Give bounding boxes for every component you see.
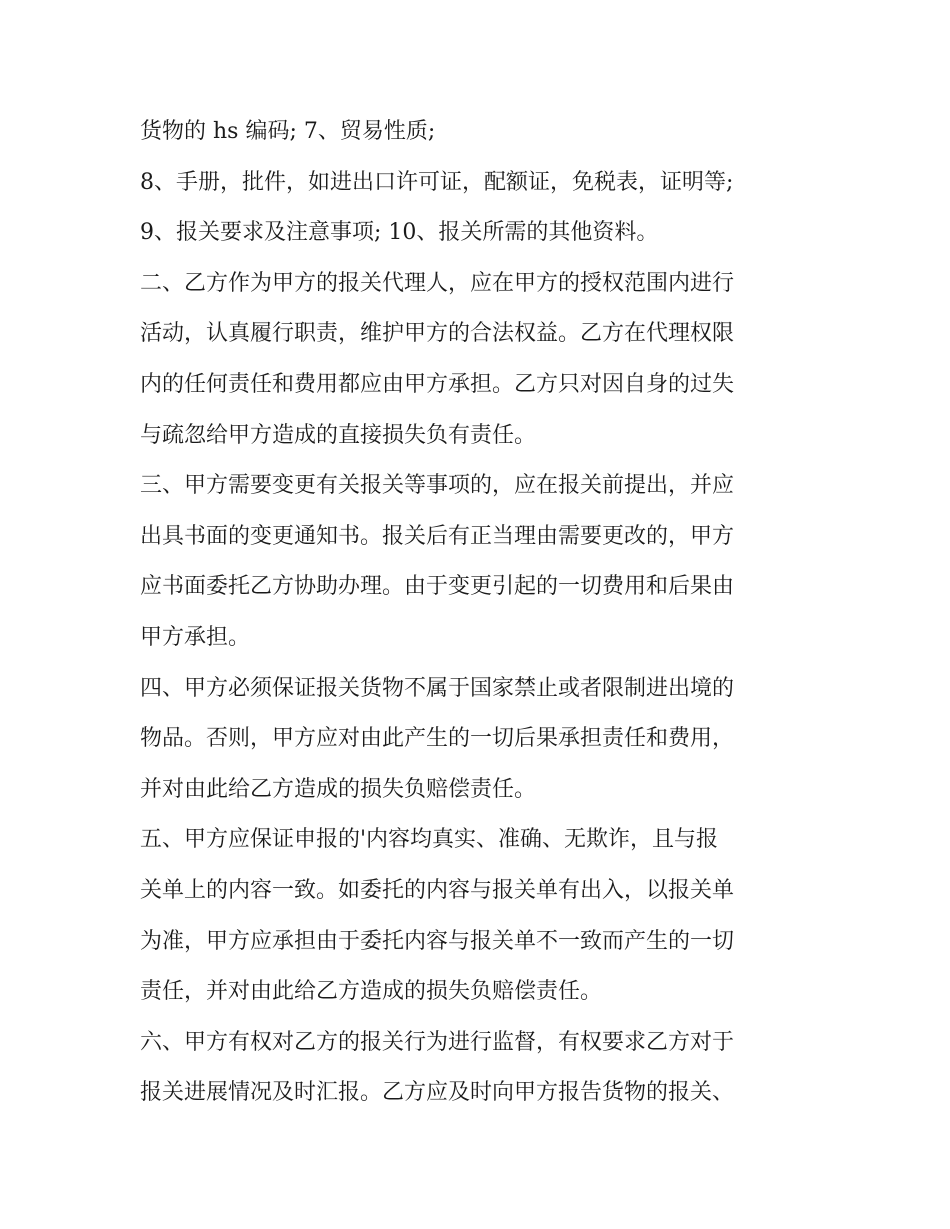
text-line: 9、报关要求及注意事项; 10、报关所需的其他资料。 bbox=[140, 220, 659, 246]
text-line: 活动，认真履行职责，维护甲方的合法权益。乙方在代理权限 bbox=[140, 321, 735, 347]
text-line: 报关进展情况及时汇报。乙方应及时向甲方报告货物的报关、 bbox=[140, 1080, 735, 1106]
text-line: 8、手册，批件，如进出口许可证，配额证，免税表，证明等; bbox=[140, 169, 734, 195]
text-line: 为准，甲方应承担由于委托内容与报关单不一致而产生的一切 bbox=[140, 928, 735, 954]
text-line: 二、乙方作为甲方的报关代理人，应在甲方的授权范围内进行 bbox=[140, 270, 735, 296]
text-line: 应书面委托乙方协助办理。由于变更引起的一切费用和后果由 bbox=[140, 574, 735, 600]
text-line: 三、甲方需要变更有关报关等事项的，应在报关前提出，并应 bbox=[140, 473, 735, 499]
text-line: 关单上的内容一致。如委托的内容与报关单有出入，以报关单 bbox=[140, 877, 735, 903]
text-line: 与疏忽给甲方造成的直接损失负有责任。 bbox=[140, 422, 537, 448]
text-line: 四、甲方必须保证报关货物不属于国家禁止或者限制进出境的 bbox=[140, 675, 735, 701]
text-line: 物品。否则，甲方应对由此产生的一切后果承担责任和费用， bbox=[140, 726, 735, 752]
text-line: 责任，并对由此给乙方造成的损失负赔偿责任。 bbox=[140, 979, 603, 1005]
document-body bbox=[140, 107, 820, 1119]
text-line: 五、甲方应保证申报的'内容均真实、准确、无欺诈，且与报 bbox=[140, 827, 719, 853]
text-line: 货物的 hs 编码; 7、贸易性质; bbox=[140, 119, 436, 144]
text-line: 并对由此给乙方造成的损失负赔偿责任。 bbox=[140, 776, 537, 802]
text-line: 六、甲方有权对乙方的报关行为进行监督，有权要求乙方对于 bbox=[140, 1029, 735, 1055]
text-line: 甲方承担。 bbox=[140, 624, 251, 650]
text-line: 内的任何责任和费用都应由甲方承担。乙方只对因自身的过失 bbox=[140, 371, 735, 397]
text-line: 出具书面的变更通知书。报关后有正当理由需要更改的，甲方 bbox=[140, 523, 735, 549]
